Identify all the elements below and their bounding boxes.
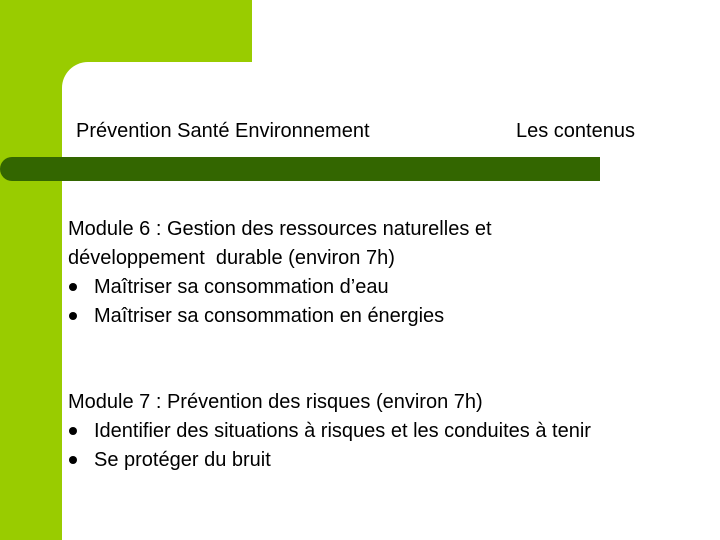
list-item-text: Identifier des situations à risques et les conduites à tenir bbox=[94, 420, 591, 442]
module-6-block bbox=[68, 215, 492, 331]
decorative-green-strip bbox=[0, 0, 62, 540]
list-item-text: Maîtriser sa consommation d’eau bbox=[94, 276, 389, 298]
list-item bbox=[68, 273, 492, 302]
module-6-title-line-2: développement durable (environ 7h) bbox=[68, 247, 395, 269]
module-6-title-line-1: Module 6 : Gestion des ressources naturelles et bbox=[68, 218, 492, 240]
list-item bbox=[68, 446, 591, 475]
module-6-objectives-list bbox=[68, 273, 492, 331]
list-item-text: Maîtriser sa consommation en énergies bbox=[94, 305, 445, 327]
module-7-block bbox=[68, 388, 591, 475]
slide-section-label: Les contenus bbox=[516, 120, 635, 142]
bullet-icon bbox=[69, 312, 77, 320]
list-item bbox=[68, 417, 591, 446]
slide-title: Prévention Santé Environnement bbox=[76, 120, 370, 142]
module-7-title: Module 7 : Prévention des risques (environ 7h) bbox=[68, 391, 483, 413]
module-7-objectives-list bbox=[68, 417, 591, 475]
header-divider-bar bbox=[0, 157, 600, 181]
list-item bbox=[68, 302, 492, 331]
bullet-icon bbox=[69, 427, 77, 435]
bullet-icon bbox=[69, 283, 77, 291]
list-item-text: Se protéger du bruit bbox=[94, 449, 271, 471]
bullet-icon bbox=[69, 456, 77, 464]
